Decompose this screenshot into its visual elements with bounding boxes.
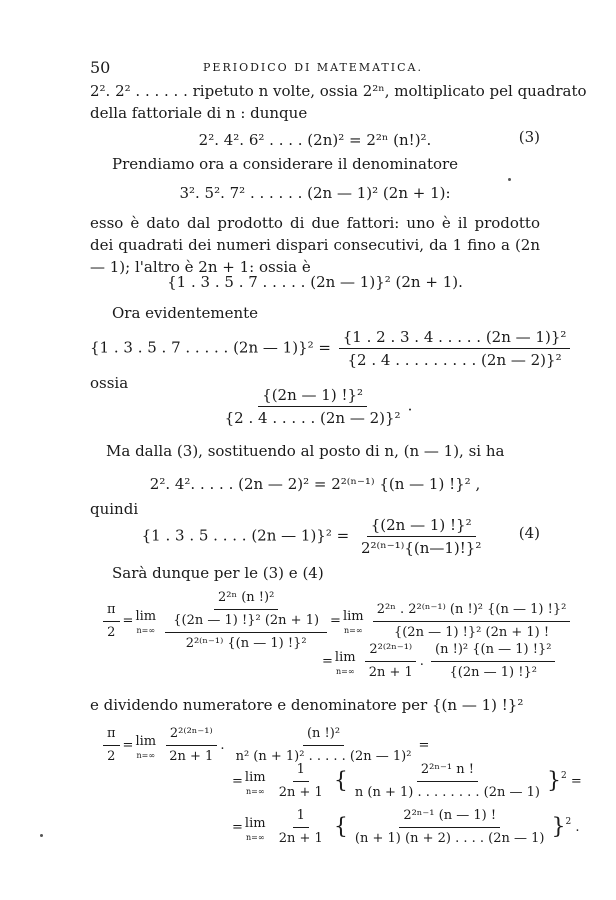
- limit-operator: [245, 814, 266, 842]
- complex-numerator: [165, 588, 327, 633]
- step-5-second-fraction: [351, 806, 549, 849]
- step-3-first-numerator: 2²⁽²ⁿ⁻¹⁾: [166, 724, 217, 746]
- two-symbol: 2: [107, 749, 116, 764]
- limit-step-4: = lim n=∞ $\frac{1}{2n + 1}$ { $\frac{\text{2²ⁿ⁻¹ n !}}{n (n + 1) . . . . . . . . (2n — 1)}$ }$^2$ =: [232, 760, 582, 803]
- limit-operator: [135, 732, 156, 760]
- substitution-equation: 2². 4². . . . . (2n — 2)² = 2²⁽ⁿ⁻¹⁾ {(n — 1) !}² ,: [149, 475, 481, 493]
- inner-fraction: [169, 588, 323, 631]
- evident-numerator: {1 . 2 . 3 . 4 . . . . . (2n — 1)}²: [339, 327, 571, 349]
- right-brace: }: [551, 814, 566, 840]
- equation-4-left: {1 . 3 . 5 . . . . (2n — 1)}² =: [141, 526, 350, 545]
- step-1-right-numerator: 2²ⁿ . 2²⁽ⁿ⁻¹⁾ (n !)² {(n — 1) !}²: [373, 600, 571, 622]
- print-speck: [40, 834, 43, 837]
- step-4-first-numerator: 1: [293, 760, 309, 782]
- inner-denominator: {(2n — 1) !}² (2n + 1): [173, 613, 320, 628]
- pi-symbol: π: [103, 600, 120, 622]
- step-2-first-denominator: 2n + 1: [368, 665, 413, 680]
- square-exponent: 2: [565, 817, 572, 827]
- paragraph-5: ossia: [90, 374, 129, 392]
- print-speck: [508, 178, 511, 181]
- lim-subscript: n=∞: [245, 786, 265, 796]
- limit-operator: [335, 648, 356, 676]
- step-5-first-numerator: 1: [293, 806, 309, 828]
- step-2-second-numerator: (n !)² {(n — 1) !}²: [431, 640, 555, 662]
- step-2-first-fraction: [365, 640, 417, 683]
- lim-subscript: n=∞: [344, 626, 363, 635]
- lim-subscript: n=∞: [136, 750, 156, 760]
- paragraph-1-line-1: 2². 2² . . . . . . ripetuto n volte, ossia 2²ⁿ, moltiplicato pel quadrato: [90, 82, 587, 100]
- lim-label: lim: [135, 733, 157, 749]
- left-brace: {: [333, 768, 348, 794]
- step-5-second-denominator: (n + 1) (n + 2) . . . . (2n — 1): [354, 831, 545, 846]
- pi-over-two: [103, 724, 120, 767]
- step-4-second-fraction: [351, 760, 544, 803]
- complex-fraction: [165, 588, 327, 654]
- evident-equation: [90, 327, 567, 370]
- paragraph-2: Prendiamo ora a considerare il denominatore: [112, 155, 459, 173]
- denominator-expression: 3². 5². 7² . . . . . . (2n — 1)² (2n + 1):: [179, 184, 451, 202]
- lim-label: lim: [334, 649, 356, 665]
- paragraph-8: Sarà dunque per le (3) e (4): [112, 564, 324, 582]
- ossia-denominator: {2 . 4 . . . . . (2n — 2)}²: [224, 409, 401, 427]
- paragraph-1-line-2: della fattoriale di n : dunque: [90, 104, 308, 122]
- paragraph-6: Ma dalla (3), sostituendo al posto di n, (n — 1), si ha: [106, 442, 505, 460]
- step-3-first-fraction: [165, 724, 217, 767]
- lim-label: lim: [244, 815, 266, 831]
- lim-label: lim: [244, 769, 266, 785]
- evident-left: {1 . 3 . 5 . 7 . . . . . (2n — 1)}² =: [90, 338, 331, 357]
- two-symbol: 2: [107, 624, 116, 640]
- limit-step-1: $\frac{\pi}{2}$ = lim n=∞ $\frac{\frac{\text{2²ⁿ (n !)²}}{\text{\{(2n — 1) !\}² (2n + 1)}}}{\text{2²⁽ⁿ⁻¹⁾ \{(n — 1) !\}²}}$ = lim n=∞ $\frac{\text{2²ⁿ . 2²⁽ⁿ⁻¹⁾ (n !)² \{(n — 1) !\}²}}{\text{\{(2n — 1) !\}² (2n + 1) !}}$: [100, 588, 573, 654]
- lim-label: lim: [135, 609, 157, 624]
- ossia-numerator: {(2n — 1) !}²: [258, 385, 367, 407]
- paragraph-3: esso è dato dal prodotto di due fattori: uno è il prodotto dei quadrati dei numeri dispari consecutivi, da 1 fino a (2n — 1); l'altro è 2n + 1: ossia è: [90, 214, 540, 276]
- equation-3-label: (3): [518, 128, 540, 146]
- step-1-right-denominator: {(2n — 1) !}² (2n + 1) !: [393, 624, 550, 640]
- step-3-second-denominator: n² (n + 1)² . . . . . (2n — 1)²: [235, 749, 412, 764]
- paragraph-1: [90, 80, 587, 124]
- step-3-second-numerator: (n !)²: [303, 724, 344, 746]
- equation-4-numerator: {(2n — 1) !}²: [367, 515, 476, 537]
- ossia-fraction: [221, 385, 405, 428]
- step-2-second-denominator: {(2n — 1) !}²: [449, 665, 537, 680]
- pi-symbol: π: [103, 724, 120, 746]
- left-brace: {: [333, 814, 348, 840]
- right-brace: }: [546, 768, 561, 794]
- step-2-second-fraction: [431, 640, 555, 683]
- inner-numerator: 2²ⁿ (n !)²: [214, 588, 278, 610]
- lim-subscript: n=∞: [245, 832, 265, 842]
- equation-3: 2². 4². 6² . . . . (2n)² = 2²ⁿ (n!)².: [198, 131, 432, 149]
- square-exponent: 2: [560, 771, 567, 781]
- equation-4-fraction: [357, 515, 485, 558]
- ossia-equation: [90, 385, 540, 428]
- page-header: [90, 58, 536, 78]
- step-4-first-denominator: 2n + 1: [278, 785, 323, 800]
- paragraph-9: [90, 694, 540, 716]
- step-5-first-denominator: 2n + 1: [278, 831, 323, 846]
- step-5-second-numerator: 2²ⁿ⁻¹ (n — 1) !: [399, 806, 500, 828]
- step-4-first-fraction: [275, 760, 327, 803]
- step-4-second-denominator: n (n + 1) . . . . . . . . (2n — 1): [354, 785, 540, 800]
- lim-subscript: n=∞: [335, 666, 355, 676]
- step-5-first-fraction: [275, 806, 327, 849]
- ossia-period: .: [407, 396, 413, 415]
- limit-operator: [343, 607, 364, 635]
- evident-denominator: {2 . 4 . . . . . . . . . (2n — 2)}²: [347, 351, 562, 369]
- lim-label: lim: [342, 609, 364, 624]
- step-4-second-numerator: 2²ⁿ⁻¹ n !: [417, 760, 478, 782]
- limit-operator: [135, 607, 156, 635]
- step-3-first-denominator: 2n + 1: [169, 749, 214, 764]
- divisor-expression: {(n — 1) !}²: [432, 696, 524, 714]
- odd-squares-expression: {1 . 3 . 5 . 7 . . . . . (2n — 1)}² (2n + 1).: [167, 273, 463, 291]
- paragraph-4: Ora evidentemente: [112, 304, 259, 322]
- outer-denominator: 2²⁽ⁿ⁻¹⁾ {(n — 1) !}²: [185, 636, 307, 651]
- paragraph-9-text: e dividendo numeratore e denominatore per: [90, 696, 428, 714]
- limit-step-5: = lim n=∞ $\frac{1}{2n + 1}$ { $\frac{\text{2²ⁿ⁻¹ (n — 1) !}}{(n + 1) (n + 2) . . . . (2n — 1)}$ }$^2$ .: [232, 806, 579, 849]
- equation-4-denominator: 2²⁽ⁿ⁻¹⁾{(n—1)!}²: [360, 539, 482, 557]
- step-2-first-numerator: 2²⁽²ⁿ⁻¹⁾: [365, 640, 416, 662]
- page-number: 50: [90, 58, 111, 77]
- equation-4: [90, 515, 540, 558]
- evident-fraction: [339, 327, 571, 370]
- pi-over-two: [103, 600, 120, 643]
- limit-step-2: = lim n=∞ $\frac{\text{2²⁽²ⁿ⁻¹⁾}}{2n + 1}$ . $\frac{\text{(n !)² \{(n — 1) !\}²}}{\text{\{(2n — 1) !\}²}}$: [322, 640, 558, 683]
- limit-operator: [245, 768, 266, 796]
- equation-4-label: (4): [518, 524, 540, 542]
- lim-subscript: n=∞: [136, 626, 156, 635]
- running-title: PERIODICO DI MATEMATICA.: [203, 61, 423, 74]
- step-1-right-fraction: [373, 600, 571, 643]
- paragraph-7: quindi: [90, 500, 139, 518]
- limit-step-3: $\frac{\pi}{2}$ = lim n=∞ $\frac{\text{2²⁽²ⁿ⁻¹⁾}}{2n + 1}$ . $\frac{\text{(n !)²}}{\text{n² (n + 1)² . . . . . (2n — 1)²}}$ =: [100, 724, 429, 767]
